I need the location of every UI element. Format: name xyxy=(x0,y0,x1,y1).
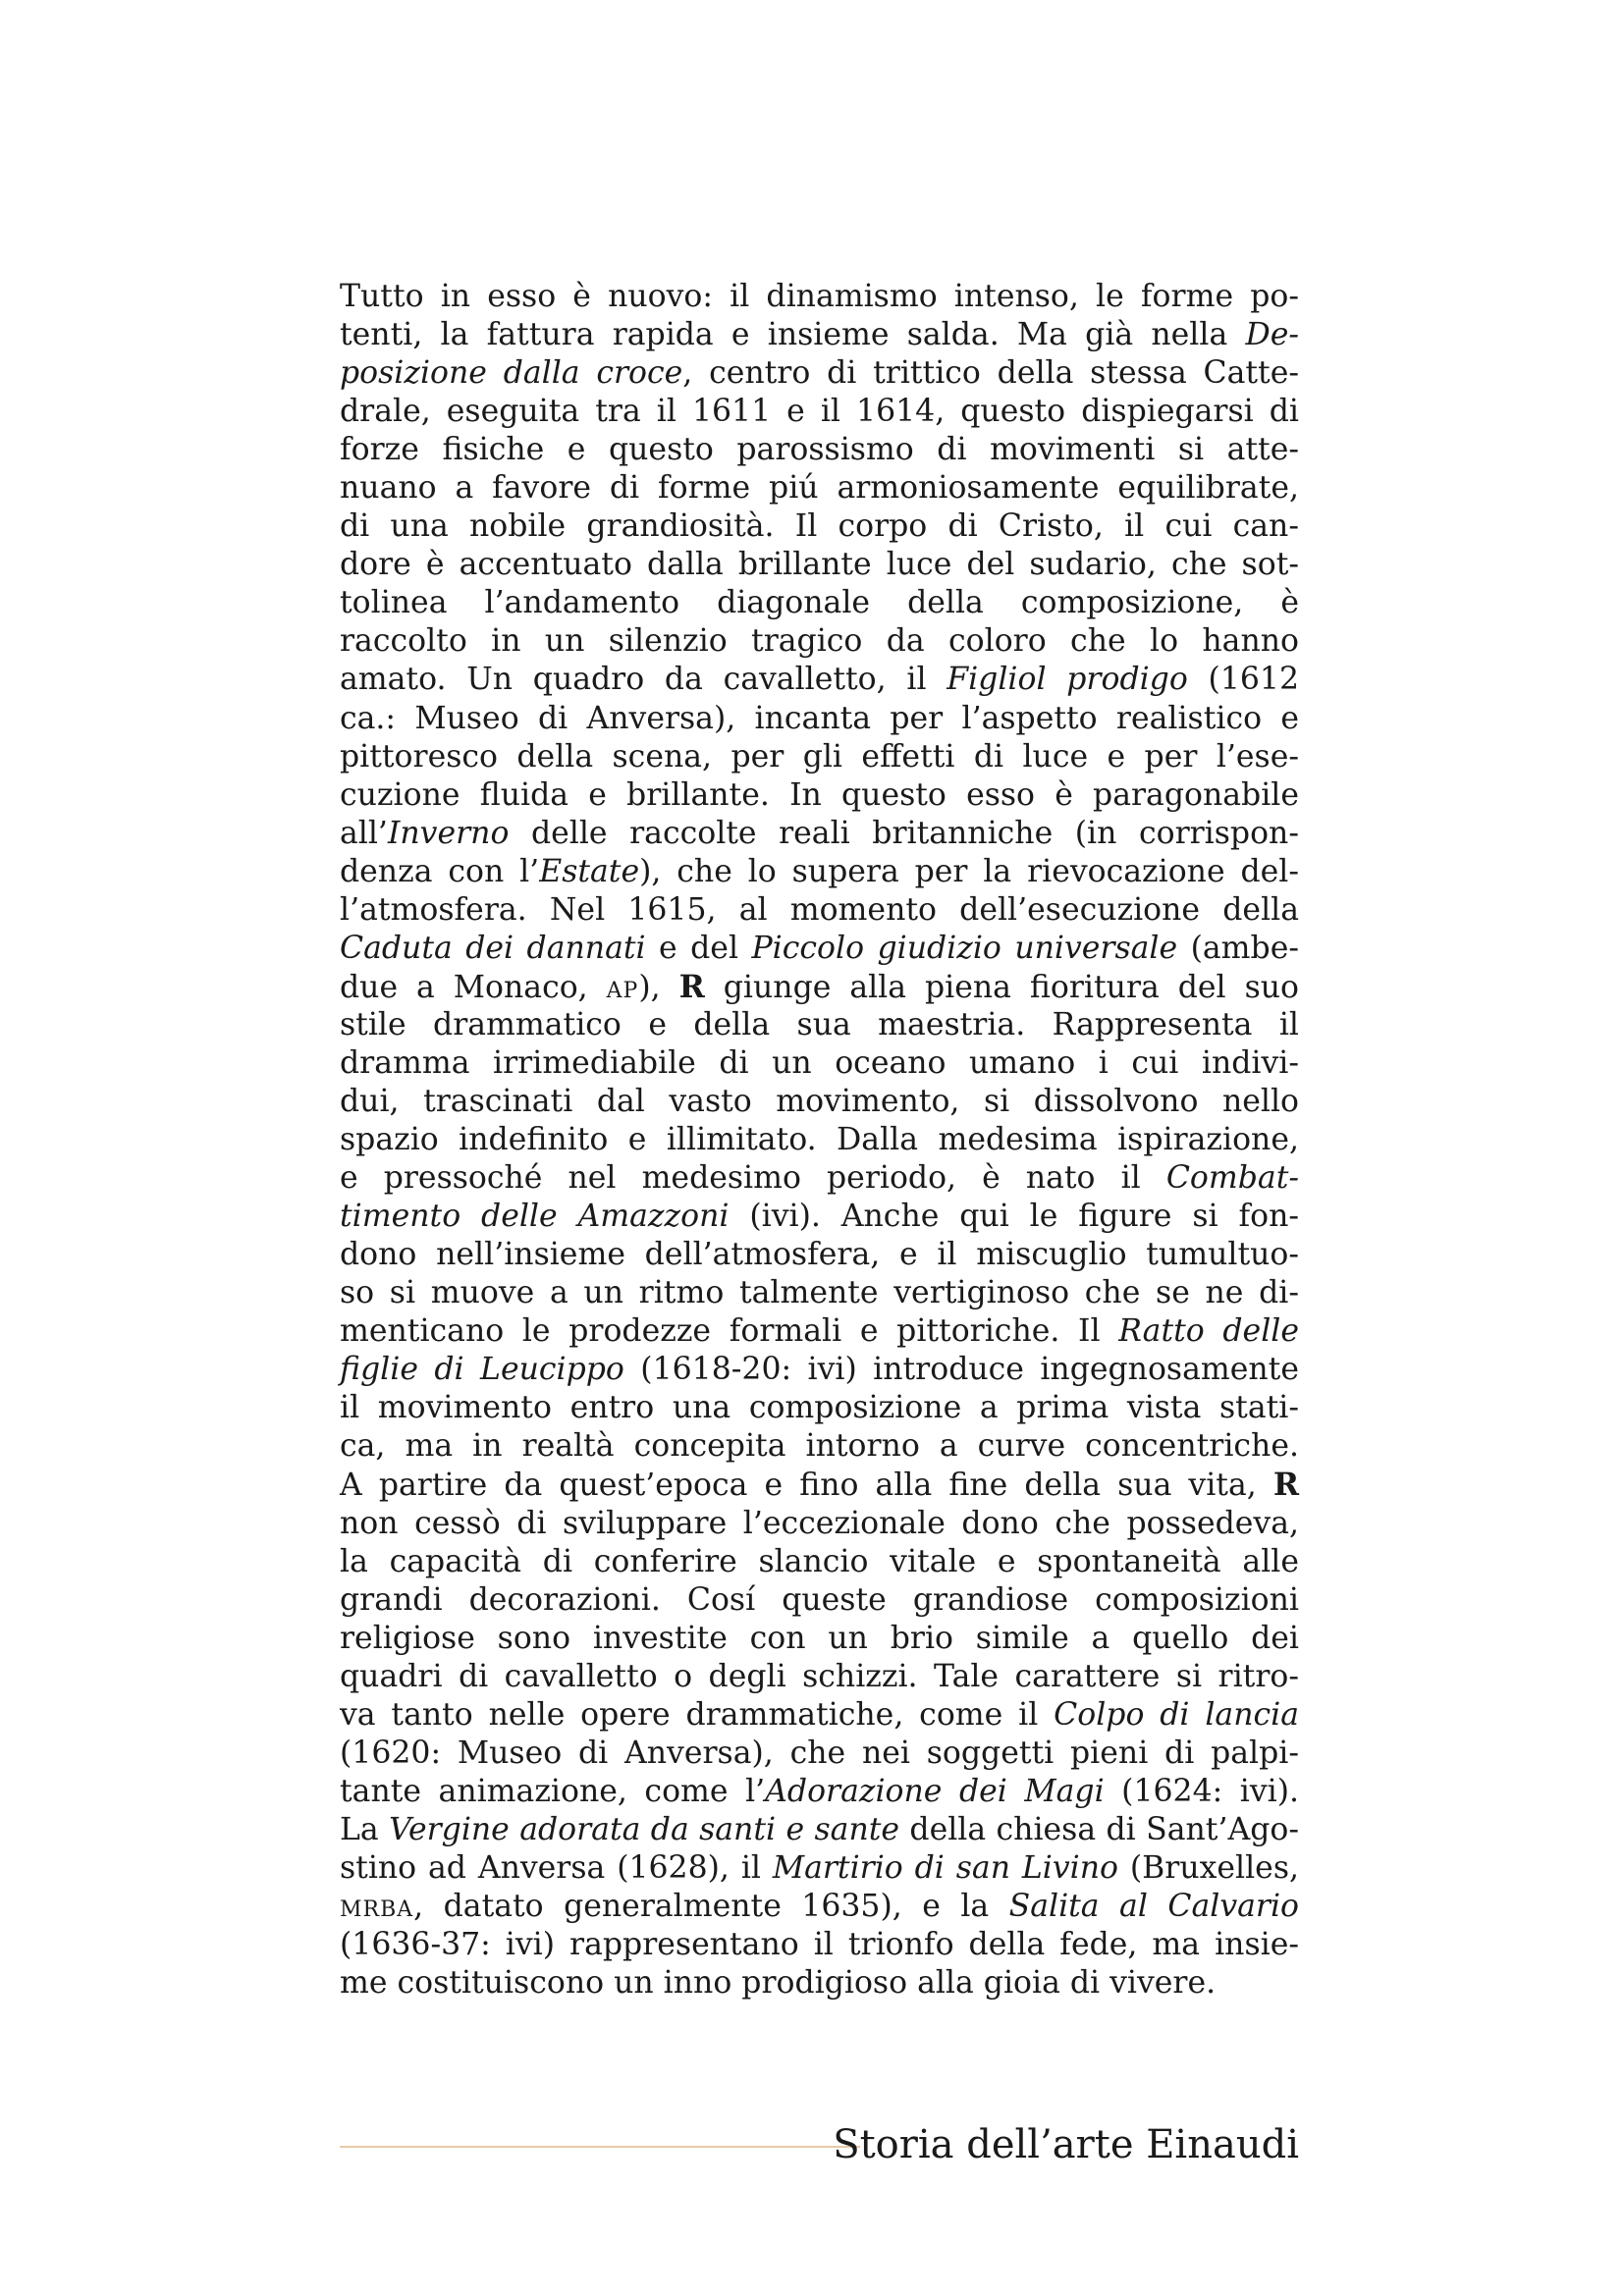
italic-title: Salita al Calvario xyxy=(1008,1888,1299,1924)
text-line: raccolto in un silenzio tragico da coloro che lo hanno xyxy=(340,623,1299,660)
text-line: stino ad Anversa (1628), il Martirio di san Livino (Bruxelles, xyxy=(340,1849,1299,1886)
text-line: Tutto in esso è nuovo: il dinamismo intenso, le forme po- xyxy=(340,279,1299,314)
text-line: spazio indefinito e illimitato. Dalla medesima ispirazione, xyxy=(340,1122,1299,1158)
italic-title: Caduta dei dannati xyxy=(340,930,646,966)
footer-title: Storia dell’arte Einaudi xyxy=(833,2122,1299,2167)
text-line: ca.: Museo di Anversa), incanta per l’aspetto realistico e xyxy=(340,700,1299,736)
italic-title: De- xyxy=(1245,317,1299,353)
text-line: (1620: Museo di Anversa), che nei soggetti pieni di palpi- xyxy=(340,1735,1299,1771)
text-line: dramma irrimediabile di un oceano umano i cui indivi- xyxy=(340,1044,1299,1081)
text-line: tante animazione, come l’Adorazione dei Magi (1624: ivi). xyxy=(340,1773,1300,1809)
text-line: non cessò di sviluppare l’eccezionale dono che possedeva, xyxy=(340,1505,1299,1541)
text-line: so si muove a un ritmo talmente vertiginoso che se ne di- xyxy=(340,1275,1299,1311)
text-line: religiose sono investite con un brio simile a quello dei xyxy=(340,1620,1299,1656)
text-line: grandi decorazioni. Cosí queste grandiose composizioni xyxy=(340,1581,1299,1618)
bold-abbreviation: R xyxy=(1272,1467,1299,1504)
italic-title: Vergine adorata da santi e sante xyxy=(389,1811,900,1847)
text-line: dono nell’insieme dell’atmosfera, e il miscuglio tumultuo- xyxy=(340,1237,1299,1273)
text-line: nuano a favore di forme piú armoniosamente equilibrate, xyxy=(340,470,1299,507)
text-line: pittoresco della scena, per gli effetti di luce e per l’ese- xyxy=(340,738,1299,774)
text-line: dui, trascinati dal vasto movimento, si dissolvono nello xyxy=(340,1083,1299,1119)
text-line: stile drammatico e della sua maestria. Rappresenta il xyxy=(340,1006,1299,1042)
italic-title: Martirio di san Livino xyxy=(772,1849,1118,1886)
italic-title: posizione dalla croce xyxy=(340,355,683,392)
text-line: drale, eseguita tra il 1611 e il 1614, questo dispiegarsi di xyxy=(340,394,1299,430)
text-line: posizione dalla croce, centro di trittico della stessa Catte- xyxy=(340,355,1299,392)
text-line: la capacità di conferire slancio vitale e spontaneità alle xyxy=(340,1543,1299,1579)
text-line: e pressoché nel medesimo periodo, è nato il Combat- xyxy=(340,1160,1299,1197)
text-line: ca, ma in realtà concepita intorno a curve concentriche. xyxy=(340,1428,1299,1465)
text-line: figlie di Leucippo (1618-20: ivi) introduce ingegnosamente xyxy=(340,1352,1299,1388)
text-line: (1636-37: ivi) rappresentano il trionfo della fede, ma insie- xyxy=(340,1927,1299,1963)
italic-title: Piccolo giudizio universale xyxy=(751,930,1178,966)
text-line: Caduta dei dannati e del Piccolo giudizio universale (ambe- xyxy=(340,930,1299,966)
text-line: denza con l’Estate), che lo supera per la rievocazione del- xyxy=(340,853,1299,889)
text-line: timento delle Amazzoni (ivi). Anche qui le figure si fon- xyxy=(340,1199,1299,1235)
italic-title: Combat- xyxy=(1165,1160,1299,1197)
text-line: l’atmosfera. Nel 1615, al momento dell’esecuzione della xyxy=(340,891,1299,928)
italic-title: Colpo di lancia xyxy=(1054,1696,1299,1733)
text-line: cuzione fluida e brillante. In questo esso è paragonabile xyxy=(340,776,1299,813)
text-line: La Vergine adorata da santi e sante della chiesa di Sant’Ago- xyxy=(340,1811,1299,1847)
text-line: all’Inverno delle raccolte reali britanniche (in corrispon- xyxy=(340,815,1299,851)
italic-title: timento delle Amazzoni xyxy=(340,1199,730,1235)
italic-title: Inverno xyxy=(387,815,510,851)
text-line: il movimento entro una composizione a prima vista stati- xyxy=(340,1390,1299,1426)
bold-abbreviation: R xyxy=(678,968,705,1005)
italic-title: Ratto delle xyxy=(1118,1313,1299,1350)
text-line: amato. Un quadro da cavalletto, il Figliol prodigo (1612 xyxy=(340,662,1299,698)
text-line: va tanto nelle opere drammatiche, come il Colpo di lancia xyxy=(340,1696,1299,1733)
text-line: tolinea l’andamento diagonale della composizione, è xyxy=(340,585,1299,621)
text-line: mrba, datato generalmente 1635), e la Salita al Calvario xyxy=(340,1888,1299,1924)
small-caps-abbreviation: ap xyxy=(606,969,639,1005)
small-caps-abbreviation: mrba xyxy=(340,1888,414,1924)
footer-rule xyxy=(340,2146,860,2148)
italic-title: Adorazione dei Magi xyxy=(765,1773,1105,1809)
text-line: me costituiscono un inno prodigioso alla gioia di vivere. xyxy=(340,1965,1217,2002)
text-line: due a Monaco, ap), R giunge alla piena fioritura del suo xyxy=(340,968,1299,1005)
italic-title: Estate xyxy=(539,853,640,889)
body-text xyxy=(340,278,1299,2002)
text-line: quadri di cavalletto o degli schizzi. Tale carattere si ritro- xyxy=(340,1658,1299,1694)
text-line: forze fisiche e questo parossismo di movimenti si atte- xyxy=(340,432,1299,468)
text-line: dore è accentuato dalla brillante luce del sudario, che sot- xyxy=(340,547,1299,583)
text-line: menticano le prodezze formali e pittoriche. Il Ratto delle xyxy=(340,1313,1299,1350)
text-line: A partire da quest’epoca e fino alla fine della sua vita, R xyxy=(340,1467,1299,1504)
italic-title: figlie di Leucippo xyxy=(340,1352,624,1388)
text-line: di una nobile grandiosità. Il corpo di Cristo, il cui can- xyxy=(340,508,1299,545)
italic-title: Figliol prodigo xyxy=(947,662,1188,698)
text-line: tenti, la fattura rapida e insieme salda. Ma già nella De- xyxy=(340,317,1299,353)
